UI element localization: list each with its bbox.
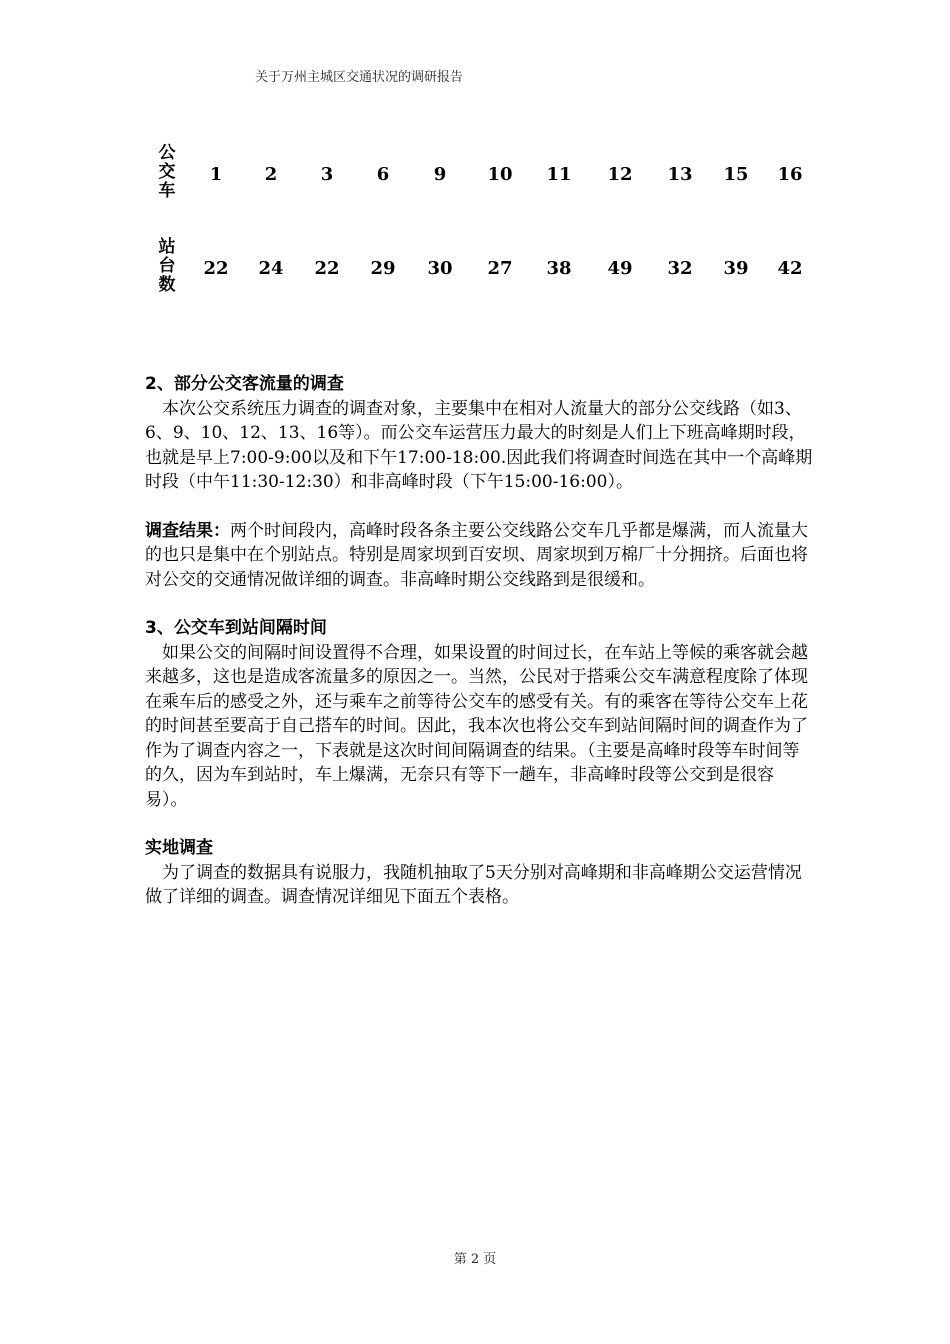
station-row: [150, 234, 830, 328]
station-cell: 38: [546, 258, 572, 279]
station-cell: 49: [607, 258, 633, 279]
bus-cell: 6: [376, 164, 390, 185]
station-cell: 24: [258, 258, 284, 279]
station-row-label: 站 台 数: [158, 237, 176, 295]
bus-cell: 1: [209, 164, 223, 185]
station-cell: 27: [487, 258, 513, 279]
section-heading: 3、公交车到站间隔时间: [145, 618, 327, 638]
document-body: [145, 372, 815, 910]
section-heading: 2、部分公交客流量的调查: [145, 374, 344, 394]
station-cell: 30: [427, 258, 453, 279]
bus-cell: 15: [723, 164, 749, 185]
paragraph: 本次公交系统压力调查的调查对象，主要集中在相对人流量大的部分公交线路（如3、6、9、10、12、13、16等）。而公交车运营压力最大的时刻是人们上下班高峰期时段，也就是早上7:00-9:00以及和下午17:00-18:00.因此我们将调查时间选在其中一个高峰期时段（中午11:30-12:30）和非高峰时段（下午15:00-16:00）。: [145, 398, 813, 492]
bus-cell: 9: [433, 164, 447, 185]
section-heading: 实地调查: [145, 838, 213, 858]
paragraph: 如果公交的间隔时间设置得不合理，如果设置的时间过长，在车站上等候的乘客就会越来越多，这也是造成客流量多的原因之一。当然，公民对于搭乘公交车满意程度除了体现在乘车后的感受之外，还与乘车之前等待公交车的感受有关。有的乘客在等待公交车上花的时间甚至要高于自己搭车的时间。因此，我本次也将公交车到站间隔时间的调查作为了作为了调查内容之一，下表就是这次时间间隔调查的结果。（主要是高峰时段等车时间等的久，因为车到站时，车上爆满，无奈只有等下一趟车，非高峰时段等公交到是很容易）。: [145, 642, 808, 810]
paragraph: 调查结果：两个时间段内，高峰时段各条主要公交线路公交车几乎都是爆满，而人流量大的也只是集中在个别站点。特别是周家坝到百安坝、周家坝到万棉厂十分拥挤。后面也将对公交的交通情况做详细的调查。非高峰时期公交线路到是很缓和。: [145, 520, 808, 590]
station-cell: 32: [667, 258, 693, 279]
bus-cell: 10: [487, 164, 513, 185]
bus-cell: 12: [607, 164, 633, 185]
bus-row-label: 公 交 车: [158, 143, 176, 201]
bus-row: [150, 140, 830, 234]
running-header: 关于万州主城区交通状况的调研报告: [255, 70, 464, 85]
paragraph: 为了调查的数据具有说服力，我随机抽取了5天分别对高峰期和非高峰期公交运营情况做了详细的调查。调查情况详细见下面五个表格。: [145, 862, 802, 907]
bus-cell: 2: [264, 164, 278, 185]
page-number: 第 2 页: [453, 1252, 497, 1267]
bus-cell: 3: [320, 164, 334, 185]
station-cell: 29: [370, 258, 396, 279]
bus-station-table: [150, 140, 830, 328]
bus-cell: 13: [667, 164, 693, 185]
station-cell: 39: [723, 258, 749, 279]
station-cell: 22: [203, 258, 229, 279]
result-label: 调查结果：: [145, 520, 230, 541]
station-cell: 42: [777, 258, 803, 279]
station-cell: 22: [314, 258, 340, 279]
bus-cell: 16: [777, 164, 803, 185]
bus-cell: 11: [546, 164, 572, 185]
